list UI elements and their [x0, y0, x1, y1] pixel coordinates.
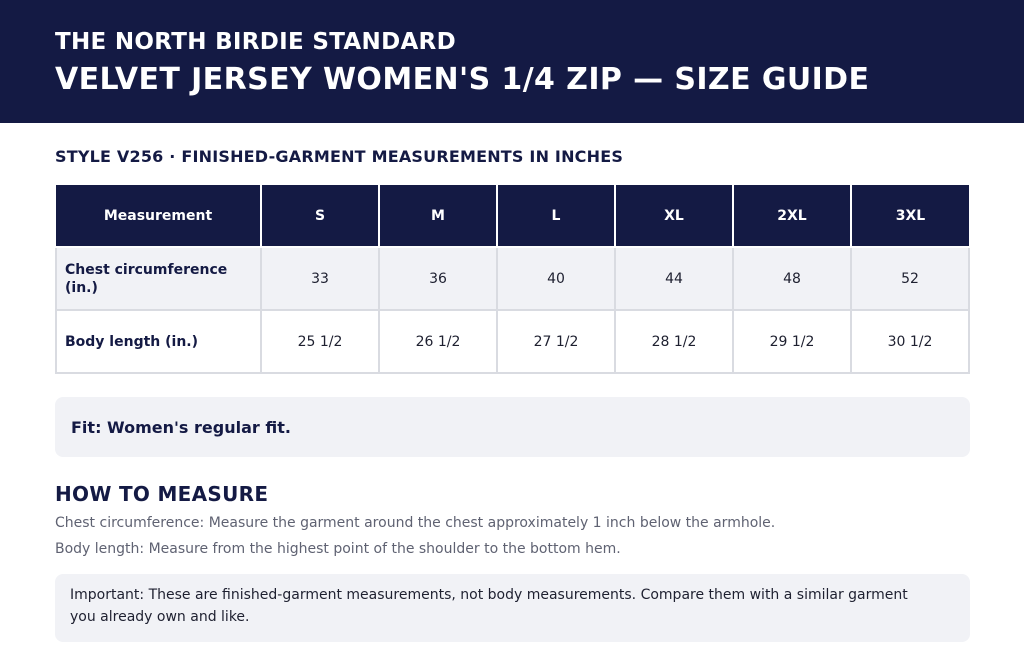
table-header-row [56, 185, 969, 247]
column-header-s: S [261, 185, 379, 247]
table-cell: 25 1/2 [261, 310, 379, 373]
column-header-measurement: Measurement [56, 185, 261, 247]
row-label-body-length: Body length (in.) [56, 310, 261, 373]
table-cell: 40 [497, 247, 615, 310]
table-cell: 28 1/2 [615, 310, 733, 373]
important-note-text: Important: These are finished-garment measurements, not body measurements. Compare them with a similar garment you already own and like. [70, 587, 908, 625]
table-cell: 52 [851, 247, 969, 310]
row-label-chest: Chest circumference (in.) [56, 247, 261, 310]
column-header-2xl: 2XL [733, 185, 851, 247]
size-table [55, 185, 970, 374]
table-cell: 30 1/2 [851, 310, 969, 373]
important-note [55, 574, 970, 642]
column-header-l: L [497, 185, 615, 247]
page-title: VELVET JERSEY WOMEN'S 1/4 ZIP — SIZE GUIDE [55, 62, 870, 97]
fit-note-text: Fit: Women's regular fit. [71, 417, 291, 437]
brand-name: THE NORTH BIRDIE STANDARD [55, 29, 456, 55]
table-cell: 29 1/2 [733, 310, 851, 373]
style-subtitle: STYLE V256 · FINISHED-GARMENT MEASUREMENTS IN INCHES [55, 147, 624, 166]
column-header-3xl: 3XL [851, 185, 969, 247]
table-cell: 27 1/2 [497, 310, 615, 373]
measure-instruction-chest: Chest circumference: Measure the garment around the chest approximately 1 inch below the armhole. [55, 515, 776, 531]
table-cell: 36 [379, 247, 497, 310]
page-header [0, 0, 1024, 123]
table-cell: 33 [261, 247, 379, 310]
table-cell: 26 1/2 [379, 310, 497, 373]
table-row-body-length [56, 310, 969, 373]
column-header-m: M [379, 185, 497, 247]
table-cell: 44 [615, 247, 733, 310]
column-header-xl: XL [615, 185, 733, 247]
how-to-measure-heading: HOW TO MEASURE [55, 482, 269, 506]
fit-note [55, 397, 970, 457]
table-cell: 48 [733, 247, 851, 310]
measure-instruction-body-length: Body length: Measure from the highest point of the shoulder to the bottom hem. [55, 541, 621, 557]
table-row-chest [56, 247, 969, 310]
